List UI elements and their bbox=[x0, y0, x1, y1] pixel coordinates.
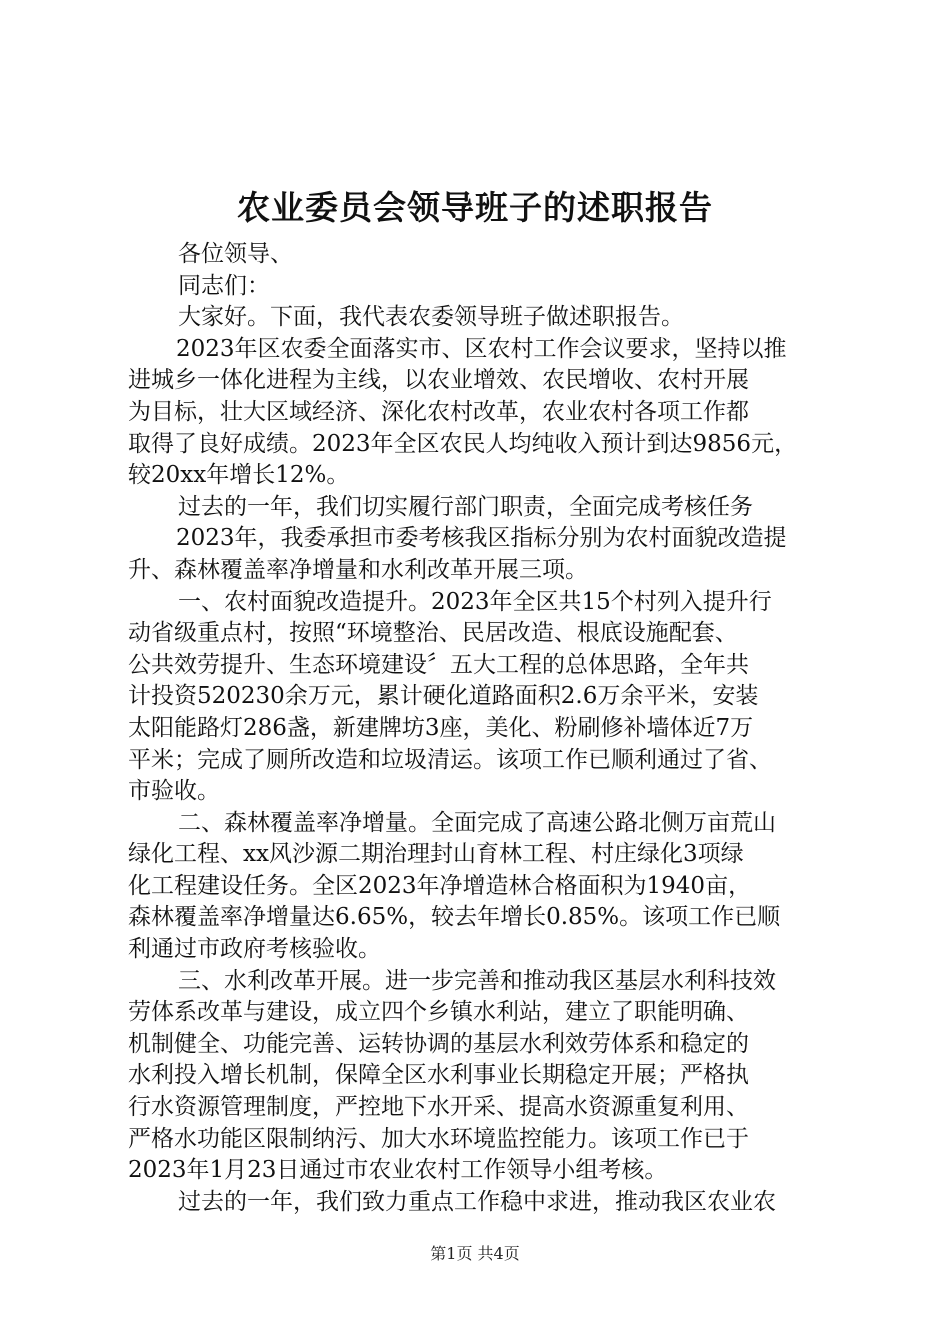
text-line: 劳体系改革与建设，成立四个乡镇水利站，建立了职能明确、 bbox=[128, 999, 749, 1026]
text-line: 为目标，壮大区域经济、深化农村改革，农业农村各项工作都 bbox=[128, 398, 749, 425]
text-line: 绿化工程、xx风沙源二期治理封山育林工程、村庄绿化3项绿 bbox=[128, 841, 744, 868]
text-line: 2023年区农委全面落实市、区农村工作会议要求，坚持以推 bbox=[176, 335, 787, 362]
text-line: 较20xx年增长12%。 bbox=[128, 462, 350, 489]
text-line: 大家好。下面，我代表农委领导班子做述职报告。 bbox=[178, 304, 684, 331]
text-line: 同志们： bbox=[178, 272, 270, 299]
text-line: 升、森林覆盖率净增量和水利改革开展三项。 bbox=[128, 556, 588, 583]
text-line: 利通过市政府考核验收。 bbox=[128, 936, 381, 963]
text-line: 太阳能路灯286盏，新建牌坊3座，美化、粉刷修补墙体近7万 bbox=[128, 714, 754, 741]
text-line: 平米；完成了厕所改造和垃圾清运。该项工作已顺利通过了省、 bbox=[128, 746, 772, 773]
document-body bbox=[128, 239, 828, 1218]
text-line: 过去的一年，我们致力重点工作稳中求进，推动我区农业农 bbox=[178, 1188, 776, 1215]
text-line: 森林覆盖率净增量达6.65%，较去年增长0.85%。该项工作已顺 bbox=[128, 904, 781, 931]
text-line: 公共效劳提升、生态环境建设〞五大工程的总体思路，全年共 bbox=[128, 651, 749, 678]
document-title: 农业委员会领导班子的述职报告 bbox=[237, 188, 713, 227]
text-line: 2023年1月23日通过市农业农村工作领导小组考核。 bbox=[128, 1157, 668, 1184]
text-line: 一、农村面貌改造提升。2023年全区共15个村列入提升行 bbox=[178, 588, 772, 615]
text-line: 动省级重点村，按照“环境整治、民居改造、根底设施配套、 bbox=[128, 620, 738, 647]
text-line: 行水资源管理制度，严控地下水开采、提高水资源重复利用、 bbox=[128, 1094, 749, 1121]
text-line: 2023年，我委承担市委考核我区指标分别为农村面貌改造提 bbox=[176, 525, 787, 552]
text-line: 水利投入增长机制，保障全区水利事业长期稳定开展；严格执 bbox=[128, 1062, 749, 1089]
text-line: 进城乡一体化进程为主线，以农业增效、农民增收、农村开展 bbox=[128, 367, 749, 394]
text-line: 机制健全、功能完善、运转协调的基层水利效劳体系和稳定的 bbox=[128, 1030, 749, 1057]
text-line: 三、水利改革开展。进一步完善和推动我区基层水利科技效 bbox=[178, 967, 776, 994]
text-line: 过去的一年，我们切实履行部门职责，全面完成考核任务 bbox=[178, 493, 753, 520]
text-line: 各位领导、 bbox=[178, 241, 293, 267]
text-line: 二、森林覆盖率净增量。全面完成了高速公路北侧万亩荒山 bbox=[178, 809, 776, 836]
page-number: 第1页 共4页 bbox=[430, 1244, 520, 1263]
text-line: 取得了良好成绩。2023年全区农民人均纯收入预计到达9856元， bbox=[128, 430, 798, 457]
text-line: 计投资520230余万元，累计硬化道路面积2.6万余平米，安装 bbox=[128, 683, 759, 710]
text-line: 严格水功能区限制纳污、加大水环境监控能力。该项工作已于 bbox=[128, 1125, 749, 1152]
text-line: 市验收。 bbox=[128, 778, 220, 805]
text-line: 化工程建设任务。全区2023年净增造林合格面积为1940亩， bbox=[128, 872, 752, 899]
